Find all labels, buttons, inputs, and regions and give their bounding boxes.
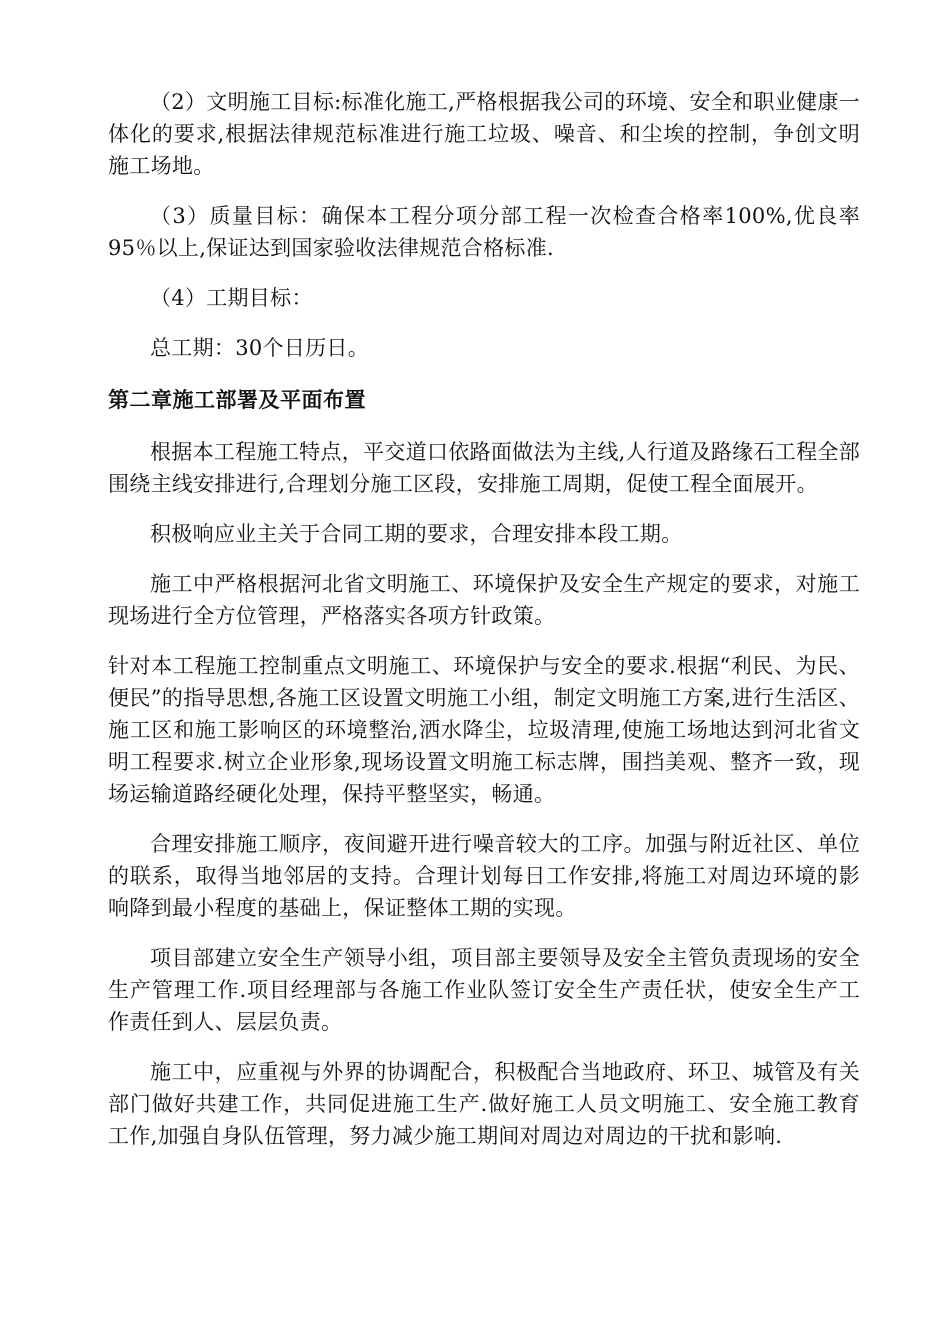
paragraph-civilized-construction-goal: （2）文明施工目标:标准化施工,严格根据我公司的环境、安全和职业健康一体化的要求,根据法律规范标准进行施工垃圾、噪音、和尘埃的控制，争创文明施工场地。 [108,90,860,178]
paragraph-contract-period: 积极响应业主关于合同工期的要求，合理安排本段工期。 [150,522,683,546]
document-page [108,86,860,1152]
paragraph-construction-sequence: 合理安排施工顺序，夜间避开进行噪音较大的工序。加强与附近社区、单位的联系，取得当地邻居的支持。合理计划每日工作安排,将施工对周边环境的影响降到最小程度的基础上，保证整体工期的实现。 [108,832,860,920]
paragraph-external-coordination: 施工中，应重视与外界的协调配合，积极配合当地政府、环卫、城管及有关部门做好共建工作，共同促进施工生产.做好施工人员文明施工、安全施工教育工作,加强自身队伍管理，努力减少施工期间对周边对周边的干扰和影响. [108,1060,860,1148]
chapter-heading: 第二章施工部署及平面布置 [108,388,366,412]
paragraph-site-management: 施工中严格根据河北省文明施工、环境保护及安全生产规定的要求，对施工现场进行全方位管理，严格落实各项方针政策。 [108,572,860,628]
paragraph-quality-goal: （3）质量目标：确保本工程分项分部工程一次检查合格率100%,优良率95％以上,保证达到国家验收法律规范合格标准. [108,204,860,260]
paragraph-schedule-goal: （4）工期目标： [150,286,313,310]
paragraph-total-duration: 总工期：30个日历日。 [150,336,370,360]
paragraph-safety-group: 项目部建立安全生产领导小组，项目部主要领导及安全主管负责现场的安全生产管理工作.项目经理部与各施工作业队签订安全生产责任状，使安全生产工作责任到人、层层负责。 [108,946,860,1034]
paragraph-construction-features: 根据本工程施工特点，平交道口依路面做法为主线,人行道及路缘石工程全部围绕主线安排进行,合理划分施工区段，安排施工周期，促使工程全面展开。 [108,440,860,496]
paragraph-civilized-construction-measures: 针对本工程施工控制重点文明施工、环境保护与安全的要求.根据“利民、为民、便民”的指导思想,各施工区设置文明施工小组，制定文明施工方案,进行生活区、施工区和施工影响区的环境整治,洒水降尘，垃圾清理,使施工场地达到河北省文明工程要求.树立企业形象,现场设置文明施工标志牌，围挡美观、整齐一致，现场运输道路经硬化处理，保持平整坚实，畅通。 [108,654,860,806]
